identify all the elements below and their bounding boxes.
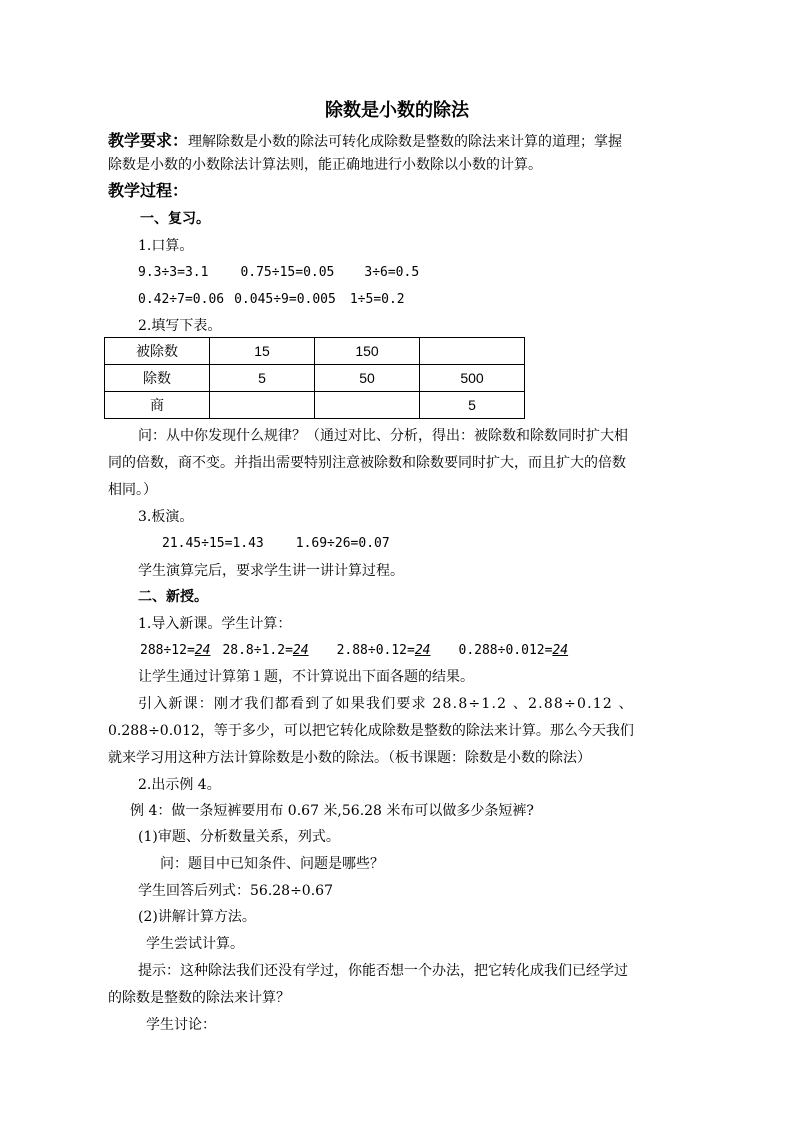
paragraph-b-line-2: 0.288÷0.012，等于多少，可以把它转化成除数是整数的除法来计算。那么今天我们: [108, 723, 634, 739]
section-review-heading: 一、复习。: [140, 211, 210, 227]
table-heading: 2.填写下表。: [138, 318, 222, 334]
section-new-heading: 二、新授。: [138, 589, 208, 605]
board-item: 21.45÷15=1.43: [162, 536, 264, 551]
table-cell: 5: [420, 392, 525, 419]
oral-heading: 1.口算。: [138, 238, 194, 254]
calc-expr: 2.88÷0.12=: [336, 643, 415, 658]
table-cell: 15: [210, 338, 315, 365]
division-table: [104, 337, 525, 419]
table-cell: 150: [315, 338, 420, 365]
calc-answer: 24: [194, 643, 211, 658]
table-cell: [315, 392, 420, 419]
oral-item: 0.045÷9=0.005: [234, 292, 336, 307]
oral-item: 0.75÷15=0.05: [240, 265, 335, 280]
table-cell: [210, 392, 315, 419]
example-4-text: 例 4：做一条短裤要用布 0.67 米,56.28 米布可以做多少条短裤?: [130, 803, 534, 819]
table-cell: 被除数: [105, 338, 210, 365]
calc-expr: 28.8÷1.2=: [222, 643, 293, 658]
board-heading: 3.板演。: [138, 509, 194, 525]
calc-answer: 24: [292, 643, 309, 658]
oral-item: 9.3÷3=3.1: [138, 265, 209, 280]
document-title: 除数是小数的除法: [325, 100, 469, 121]
oral-item: 3÷6=0.5: [364, 265, 420, 280]
student-try-text: 学生尝试计算。: [146, 936, 244, 952]
calc-row: [140, 642, 568, 660]
table-cell: 商: [105, 392, 210, 419]
step-1-answer: 学生回答后列式：56.28÷0.67: [138, 883, 333, 899]
requirements-line-1: [108, 130, 622, 152]
example-heading: 2.出示例 4。: [138, 777, 221, 793]
intro-heading: 1.导入新课。学生计算：: [138, 616, 292, 632]
calc-expr: 0.288÷0.012=: [458, 643, 553, 658]
question-line-3: 相同。）: [108, 482, 157, 498]
table-cell: 500: [420, 365, 525, 392]
table-row: [105, 392, 525, 419]
calc-answer: 24: [552, 643, 569, 658]
oral-row-1: [138, 264, 419, 282]
requirements-label: 教学要求：: [108, 131, 189, 150]
table-row: [105, 338, 525, 365]
table-cell: [420, 338, 525, 365]
board-item: 1.69÷26=0.07: [295, 536, 390, 551]
step-1-heading: (1)审题、分析数量关系，列式。: [138, 829, 340, 845]
table-cell: 50: [315, 365, 420, 392]
requirements-line-2: 除数是小数的小数除法计算法则，能正确地进行小数除以小数的计算。: [108, 157, 542, 173]
paragraph-b-line-1: 引入新课：刚才我们都看到了如果我们要求 28.8÷1.2 、2.88÷0.12 、: [138, 696, 634, 712]
requirements-text-1: 理解除数是小数的除法可转化成除数是整数的除法来计算的道理；掌握: [188, 134, 623, 150]
oral-item: 0.42÷7=0.06: [138, 292, 225, 307]
oral-item: 1÷5=0.2: [349, 292, 405, 307]
discussion-text: 学生讨论：: [146, 1017, 216, 1033]
table-row: [105, 365, 525, 392]
calc-answer: 24: [414, 643, 431, 658]
table-cell: 5: [210, 365, 315, 392]
question-line-1: 问：从中你发现什么规律？（通过对比、分析，得出：被除数和除数同时扩大相: [138, 428, 628, 444]
after-board-text: 学生演算完后，要求学生讲一讲计算过程。: [138, 563, 404, 579]
process-heading: 教学过程：: [108, 181, 189, 200]
table-cell: 除数: [105, 365, 210, 392]
oral-row-2: [138, 291, 405, 309]
step-1-question: 问：题目中已知条件、问题是哪些？: [160, 856, 384, 872]
hint-line-1: 提示：这种除法我们还没有学过，你能否想一个办法，把它转化成我们已经学过: [138, 963, 628, 979]
paragraph-b-line-3: 就来学习用这种方法计算除数是小数的除法。（板书课题：除数是小数的除法）: [108, 750, 591, 766]
paragraph-a: 让学生通过计算第１题，不计算说出下面各题的结果。: [138, 669, 474, 685]
calc-expr: 288÷12=: [140, 643, 195, 658]
hint-line-2: 的除数是整数的除法来计算？: [108, 990, 290, 1006]
step-2-heading: (2)讲解计算方法。: [138, 909, 256, 925]
question-line-2: 同的倍数，商不变。并指出需要特别注意被除数和除数要同时扩大，而且扩大的倍数: [108, 455, 626, 471]
board-row: [162, 535, 390, 553]
